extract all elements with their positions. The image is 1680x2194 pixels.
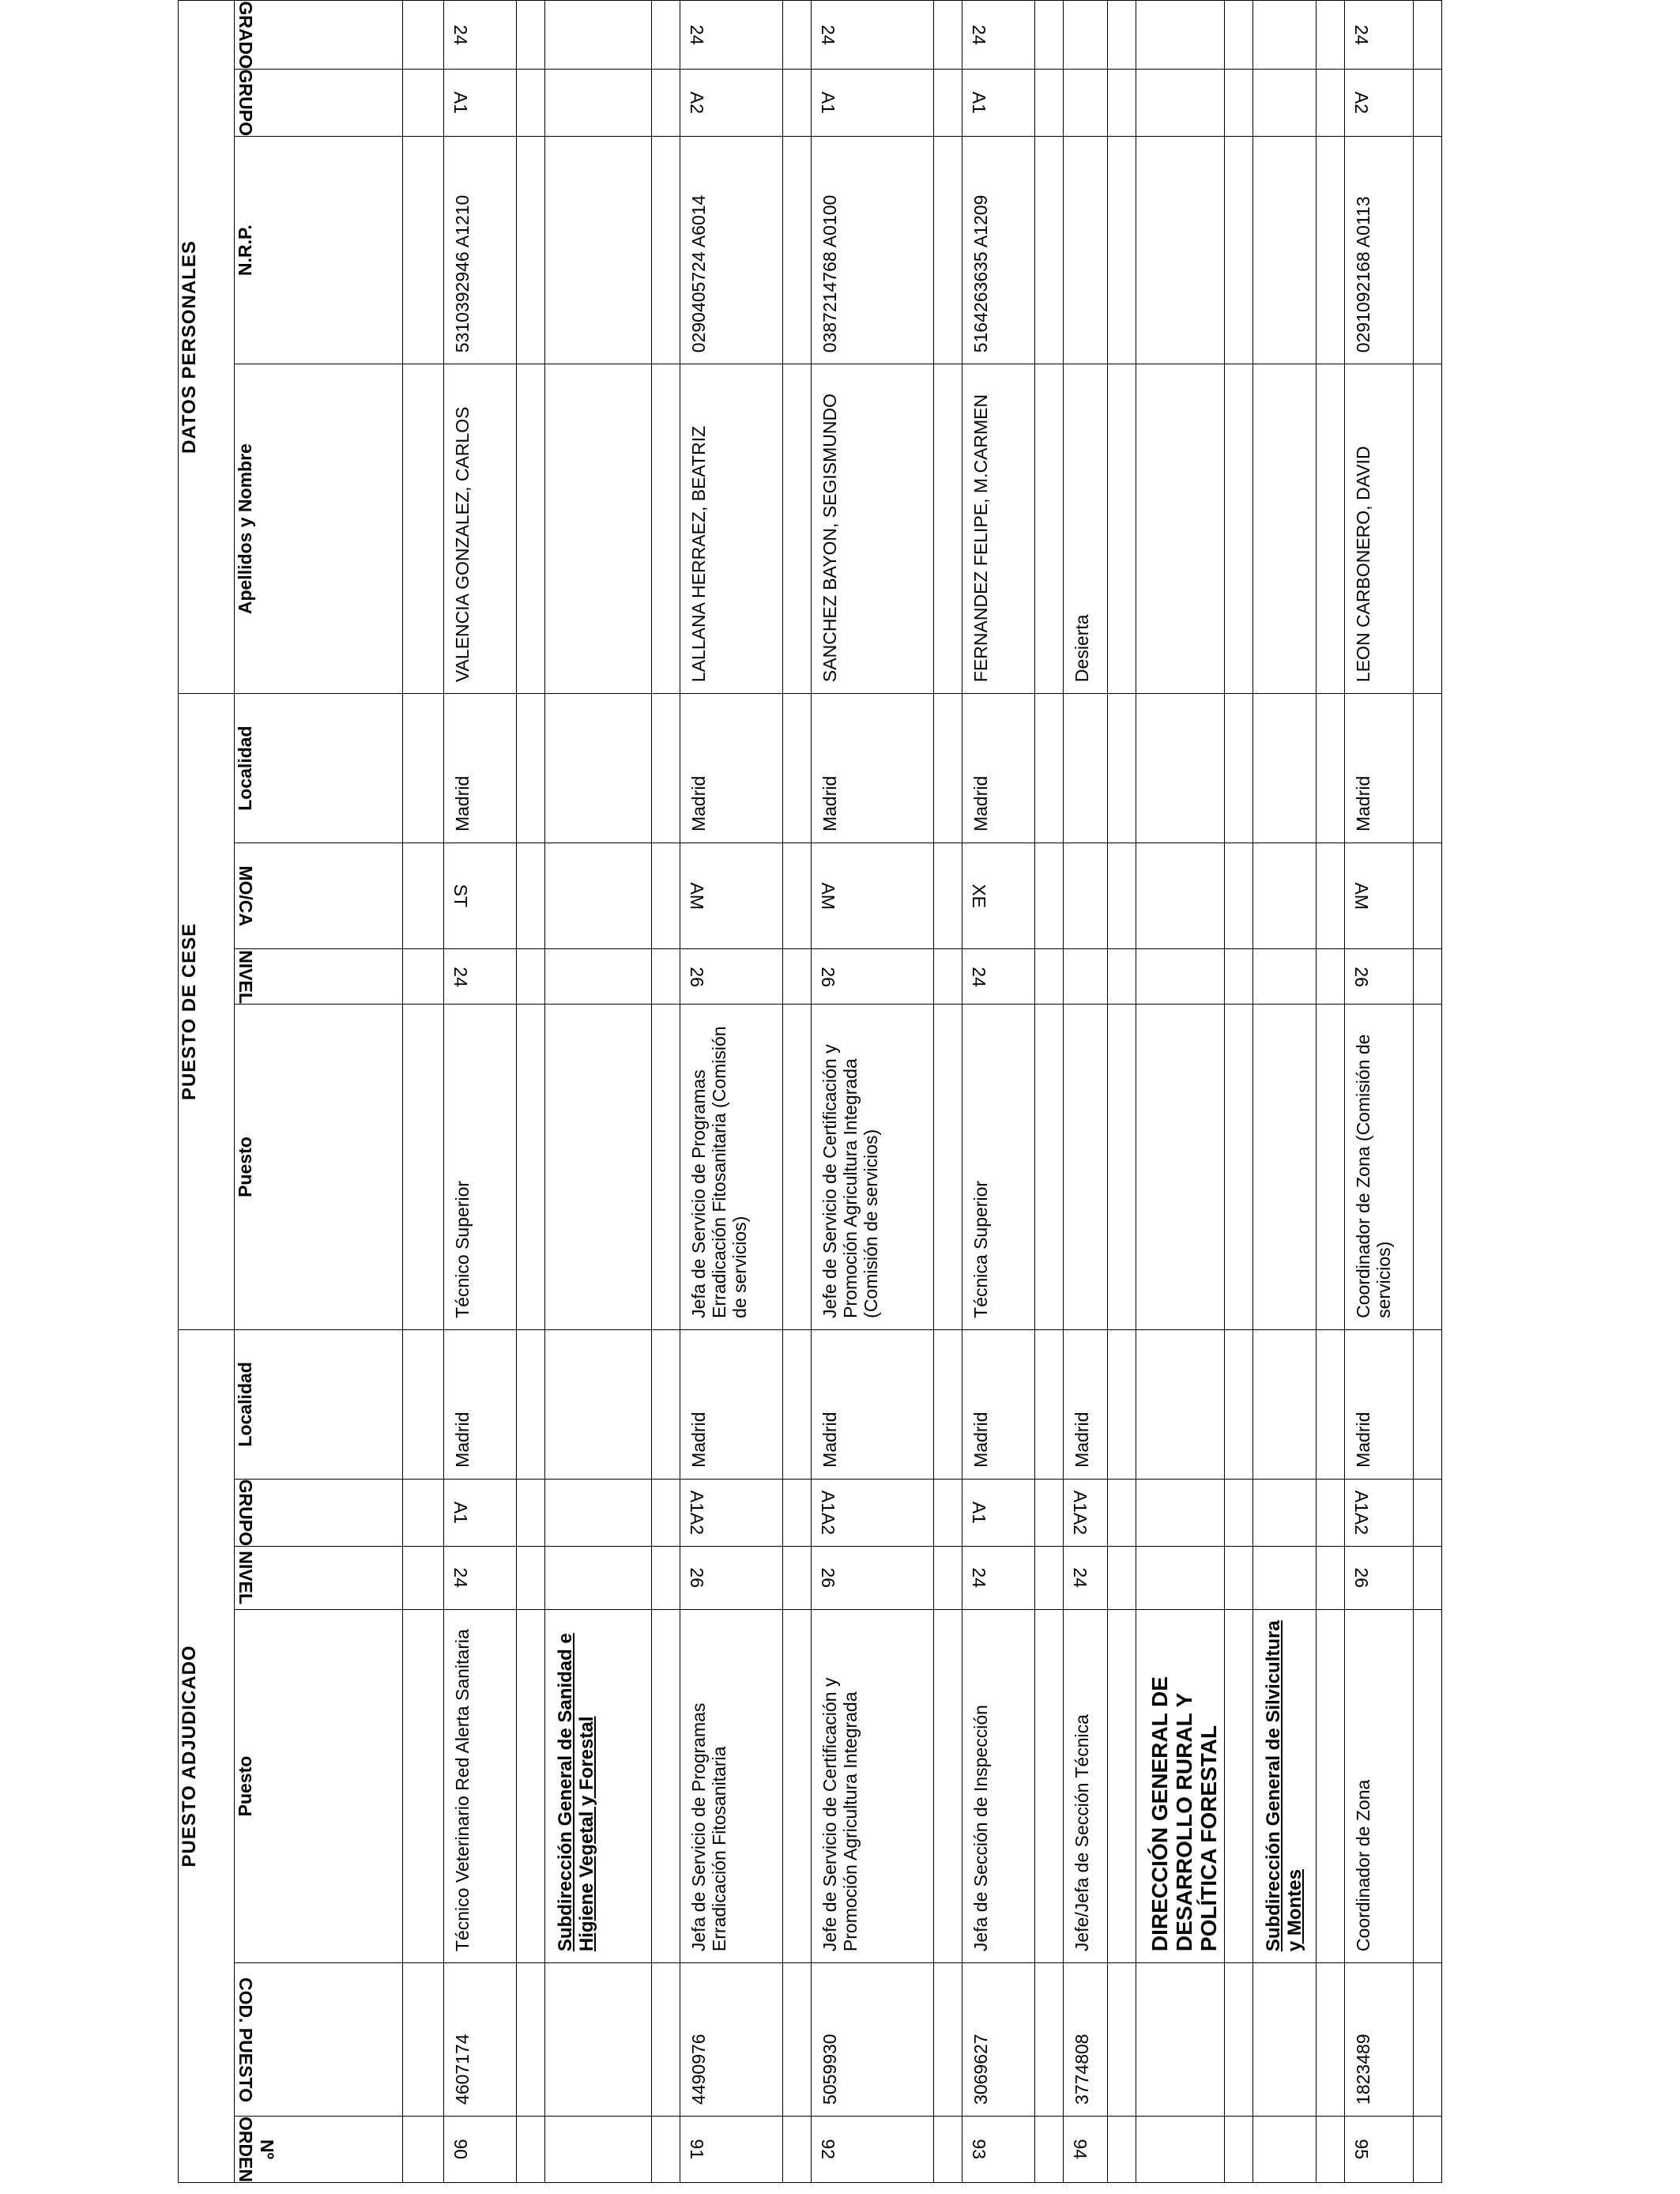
spacer-row	[1414, 1, 1442, 2183]
spacer-row	[1035, 1, 1064, 2183]
section-row	[545, 1, 652, 2183]
orden-cell: 92	[812, 2116, 934, 2182]
cese-puesto-cell: Jefa de Servicio de Programas Erradicación Fitosanitaria (Comisión de servicios)	[680, 1005, 783, 1330]
col-puesto: Puesto	[235, 1610, 403, 1963]
orden-cell: 95	[1345, 2116, 1414, 2182]
cese-nivel-cell	[1064, 949, 1108, 1005]
spacer-row	[1108, 1, 1136, 2183]
nivel-cell: 26	[812, 1547, 934, 1610]
grado-cell: 24	[1345, 1, 1414, 70]
col-nivel: NIVEL	[235, 1547, 403, 1610]
col-localidad: Localidad	[235, 1329, 403, 1479]
cod-cell: 5059930	[812, 1963, 934, 2117]
grupo-cell: A1	[962, 1479, 1035, 1546]
cod-cell: 3774808	[1064, 1963, 1108, 2117]
grupo-cell: A1	[444, 1479, 517, 1546]
puesto-cell: Coordinador de Zona	[1345, 1610, 1414, 1963]
grado-cell: 24	[812, 1, 934, 70]
nrp-cell: 0291092168 A0113	[1345, 137, 1414, 364]
nombre-cell: SANCHEZ BAYON, SEGISMUNDO	[812, 364, 934, 694]
cese-nivel-cell: 24	[962, 949, 1035, 1005]
cese-puesto-cell: Técnico Superior	[444, 1005, 517, 1330]
orden-cell: 91	[680, 2116, 783, 2182]
nombre-cell: Desierta	[1064, 364, 1108, 694]
grupo-cell: A1A2	[680, 1479, 783, 1546]
cese-localidad-cell: Madrid	[680, 694, 783, 843]
nivel-cell: 24	[962, 1547, 1035, 1610]
spacer-row	[934, 1, 962, 2183]
grupo-personal-cell: A1	[444, 69, 517, 136]
col-cese-localidad: Localidad	[235, 694, 403, 843]
grupo-personal-cell: A1	[962, 69, 1035, 136]
grado-cell: 24	[444, 1, 517, 70]
section-title-direccion-general: DIRECCIÓN GENERAL DE DESARROLLO RURAL Y POLÍTICA FORESTAL	[1136, 1610, 1225, 1963]
header-puesto-adjudicado: PUESTO ADJUDICADO	[179, 1329, 235, 2182]
nrp-cell: 0290405724 A6014	[680, 137, 783, 364]
nombre-cell: LALLANA HERRAEZ, BEATRIZ	[680, 364, 783, 694]
nombre-cell: LEON CARBONERO, DAVID	[1345, 364, 1414, 694]
cese-nivel-cell: 24	[444, 949, 517, 1005]
localidad-cell: Madrid	[680, 1329, 783, 1479]
orden-cell: 94	[1064, 2116, 1108, 2182]
header-datos-personales: DATOS PERSONALES	[179, 1, 235, 694]
cese-puesto-cell: Coordinador de Zona (Comisión de servicios)	[1345, 1005, 1414, 1330]
spacer-row	[1317, 1, 1345, 2183]
localidad-cell: Madrid	[962, 1329, 1035, 1479]
localidad-cell: Madrid	[444, 1329, 517, 1479]
puesto-cell: Jefa de Servicio de Programas Erradicación Fitosanitaria	[680, 1610, 783, 1963]
table-row	[1345, 1, 1414, 2183]
cese-moca-cell: AM	[1345, 843, 1414, 949]
resolution-table	[178, 0, 1442, 2183]
cod-cell: 4607174	[444, 1963, 517, 2117]
cese-moca-cell: AM	[680, 843, 783, 949]
grado-cell	[1064, 1, 1108, 70]
cese-moca-cell: AM	[812, 843, 934, 949]
header-puesto-de-cese: PUESTO DE CESE	[179, 694, 235, 1330]
cese-puesto-cell	[1064, 1005, 1108, 1330]
nivel-cell: 24	[1064, 1547, 1108, 1610]
table-row	[444, 1, 517, 2183]
section-row	[1136, 1, 1225, 2183]
col-grado: GRADO	[235, 1, 403, 70]
cese-moca-cell	[1064, 843, 1108, 949]
nivel-cell: 26	[680, 1547, 783, 1610]
grado-cell: 24	[680, 1, 783, 70]
cod-cell: 4490976	[680, 1963, 783, 2117]
table-row	[962, 1, 1035, 2183]
cese-localidad-cell: Madrid	[812, 694, 934, 843]
nombre-cell: FERNANDEZ FELIPE, M.CARMEN	[962, 364, 1035, 694]
col-grupo: GRUPO	[235, 1479, 403, 1546]
cese-localidad-cell: Madrid	[962, 694, 1035, 843]
nivel-cell: 24	[444, 1547, 517, 1610]
grupo-personal-cell: A2	[1345, 69, 1414, 136]
table-row	[680, 1, 783, 2183]
cese-nivel-cell: 26	[1345, 949, 1414, 1005]
grupo-personal-cell: A1	[812, 69, 934, 136]
orden-cell: 90	[444, 2116, 517, 2182]
cese-puesto-cell: Técnica Superior	[962, 1005, 1035, 1330]
cese-moca-cell: ST	[444, 843, 517, 949]
col-nrp: N.R.P.	[235, 137, 403, 364]
section-title-silvicultura: Subdirección General de Silvicultura y Montes	[1253, 1610, 1317, 1963]
spacer-row	[403, 1, 444, 2183]
nrp-cell: 5164263635 A1209	[962, 137, 1035, 364]
cese-puesto-cell: Jefe de Servicio de Certificación y Promoción Agricultura Integrada (Comisión de servicios)	[812, 1005, 934, 1330]
spacer-row	[652, 1, 680, 2183]
col-grupo-personal: GRUPO	[235, 69, 403, 136]
localidad-cell: Madrid	[812, 1329, 934, 1479]
puesto-cell: Técnico Veterinario Red Alerta Sanitaria	[444, 1610, 517, 1963]
cese-moca-cell: XE	[962, 843, 1035, 949]
nombre-cell: VALENCIA GONZALEZ, CARLOS	[444, 364, 517, 694]
puesto-cell: Jefa de Sección de Inspección	[962, 1610, 1035, 1963]
cese-nivel-cell: 26	[812, 949, 934, 1005]
col-cese-puesto: Puesto	[235, 1005, 403, 1330]
orden-cell: 93	[962, 2116, 1035, 2182]
col-cese-moca: MO/CA	[235, 843, 403, 949]
spacer-row	[783, 1, 812, 2183]
section-row	[1253, 1, 1317, 2183]
grado-cell: 24	[962, 1, 1035, 70]
nrp-cell: 0387214768 A0100	[812, 137, 934, 364]
grupo-cell: A1A2	[1064, 1479, 1108, 1546]
spacer-row	[1225, 1, 1253, 2183]
nivel-cell: 26	[1345, 1547, 1414, 1610]
col-cese-nivel: NIVEL	[235, 949, 403, 1005]
table-row	[1064, 1, 1108, 2183]
puesto-cell: Jefe de Servicio de Certificación y Promoción Agricultura Integrada	[812, 1610, 934, 1963]
cese-localidad-cell: Madrid	[444, 694, 517, 843]
localidad-cell: Madrid	[1345, 1329, 1414, 1479]
col-n-orden: Nº ORDEN	[235, 2116, 403, 2182]
cese-localidad-cell: Madrid	[1345, 694, 1414, 843]
nrp-cell	[1064, 137, 1108, 364]
nrp-cell: 5310392946 A1210	[444, 137, 517, 364]
cod-cell: 3069627	[962, 1963, 1035, 2117]
table-row	[812, 1, 934, 2183]
col-cod-puesto: COD. PUESTO	[235, 1963, 403, 2117]
cod-cell: 1823489	[1345, 1963, 1414, 2117]
cese-localidad-cell	[1064, 694, 1108, 843]
grupo-personal-cell: A2	[680, 69, 783, 136]
grupo-personal-cell	[1064, 69, 1108, 136]
localidad-cell: Madrid	[1064, 1329, 1108, 1479]
col-apellidos-nombre: Apellidos y Nombre	[235, 364, 403, 694]
cese-nivel-cell: 26	[680, 949, 783, 1005]
grupo-cell: A1A2	[1345, 1479, 1414, 1546]
puesto-cell: Jefe/Jefa de Sección Técnica	[1064, 1610, 1108, 1963]
spacer-row	[517, 1, 545, 2183]
section-title-sanidad: Subdirección General de Sanidad e Higiene Vegetal y Forestal	[545, 1610, 652, 1963]
grupo-cell: A1A2	[812, 1479, 934, 1546]
